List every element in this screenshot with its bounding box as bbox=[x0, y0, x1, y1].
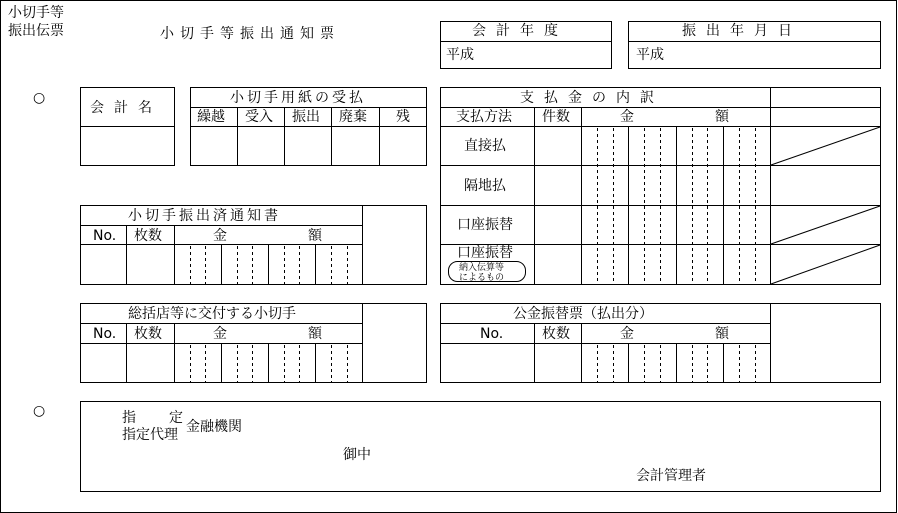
designated-char-a: 指 bbox=[122, 410, 136, 426]
issued-col-count: 枚数 bbox=[134, 228, 162, 244]
payment-breakdown-title: 支払金の内訳 bbox=[520, 90, 664, 106]
financial-institution: 金融機関 bbox=[186, 419, 242, 435]
fiscal-year-value: 平成 bbox=[446, 47, 474, 63]
payment-col-method: 支払方法 bbox=[456, 109, 512, 125]
delivered-col-amount-b: 額 bbox=[308, 326, 322, 342]
paper-col-discarded: 廃棄 bbox=[339, 109, 367, 125]
payment-row-transfer: 口座振替 bbox=[457, 217, 513, 233]
payment-note-line1: 納入伝算等 bbox=[459, 263, 505, 273]
form-id-line2: 振出伝票 bbox=[8, 23, 64, 39]
page-title: 小切手等振出通知票 bbox=[160, 26, 340, 42]
public-transfer-title: 公金振替票（払出分） bbox=[513, 306, 653, 322]
paper-col-remaining: 残 bbox=[396, 109, 410, 125]
payment-row-remote: 隔地払 bbox=[464, 178, 506, 194]
paper-col-issued: 振出 bbox=[292, 109, 320, 125]
paper-receipt-title: 小切手用紙の受払 bbox=[230, 90, 366, 106]
designated-char-b: 定 bbox=[169, 410, 183, 426]
punch-hole-top: ○ bbox=[33, 90, 46, 106]
issue-date-value: 平成 bbox=[636, 47, 664, 63]
account-name-label: 会計名 bbox=[90, 100, 162, 116]
delivered-checks-title: 総括店等に交付する小切手 bbox=[128, 306, 296, 322]
honorific: 御中 bbox=[343, 447, 371, 463]
issue-date-label: 振出年月日 bbox=[682, 23, 802, 39]
designated-agent: 指定代理 bbox=[122, 427, 178, 443]
fiscal-year-label: 会計年度 bbox=[472, 23, 568, 39]
payment-row-direct: 直接払 bbox=[464, 138, 506, 154]
payment-row-transfer-slip: 口座振替 bbox=[457, 245, 513, 261]
punch-hole-bottom: ○ bbox=[33, 403, 46, 419]
accounting-manager: 会計管理者 bbox=[636, 468, 706, 484]
payment-col-amount-a: 金 bbox=[620, 109, 634, 125]
payment-note-line2: によるもの bbox=[459, 273, 505, 283]
paper-col-received: 受入 bbox=[245, 109, 273, 125]
transfer-col-no: No. bbox=[480, 326, 504, 342]
issued-col-amount-a: 金 bbox=[213, 228, 227, 244]
payment-col-amount-b: 額 bbox=[715, 109, 729, 125]
transfer-col-amount-b: 額 bbox=[715, 326, 729, 342]
paper-col-carryover: 繰越 bbox=[197, 109, 225, 125]
transfer-col-amount-a: 金 bbox=[620, 326, 634, 342]
delivered-col-no: No. bbox=[93, 326, 117, 342]
issued-col-no: No. bbox=[93, 228, 117, 244]
issued-col-amount-b: 額 bbox=[308, 228, 322, 244]
issued-notice-title: 小切手振出済通知書 bbox=[128, 208, 281, 224]
delivered-col-count: 枚数 bbox=[134, 326, 162, 342]
payment-col-count: 件数 bbox=[542, 109, 570, 125]
form-id-line1: 小切手等 bbox=[8, 5, 64, 21]
delivered-col-amount-a: 金 bbox=[213, 326, 227, 342]
transfer-col-count: 枚数 bbox=[542, 326, 570, 342]
